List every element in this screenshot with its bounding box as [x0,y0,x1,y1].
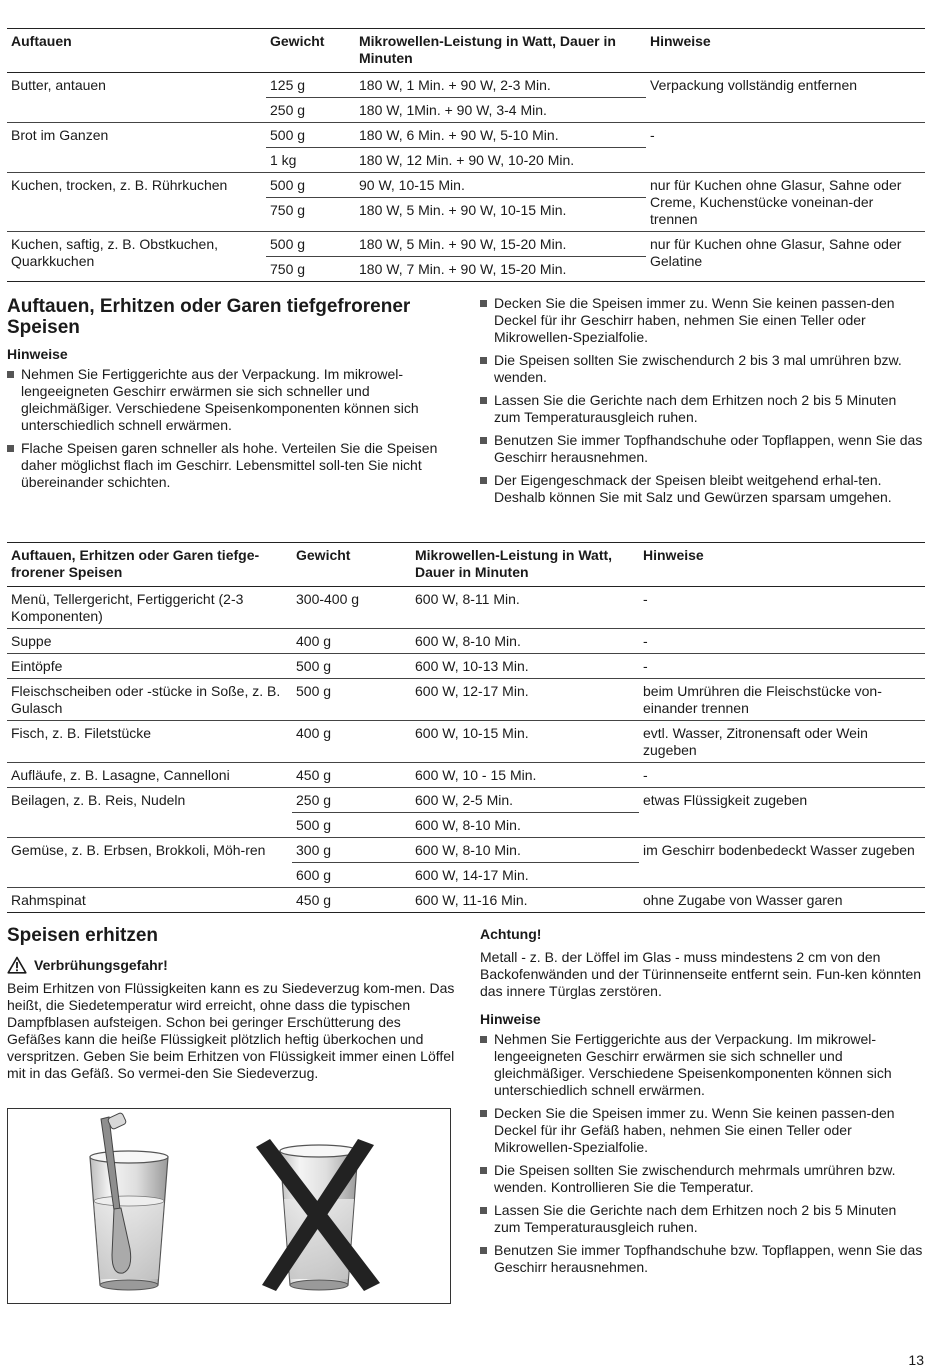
note-cell: evtl. Wasser, Zitronensaft oder Wein zugeben [643,725,868,758]
weight-cell: 450 g [296,767,332,783]
note-cell: nur für Kuchen ohne Glasur, Sahne oder Creme, Kuchenstücke voneinan-der trennen [650,177,902,227]
weight-setting-row [292,838,639,863]
hinweise-list-left [7,366,457,497]
food-item: Kuchen, trocken, z. B. Rührkuchen [11,177,228,193]
power-duration-cell: 600 W, 8-10 Min. [415,817,521,833]
header-cell: Auftauen, Erhitzen oder Garen tiefge-frorener Speisen [11,547,260,580]
weight-cell: 400 g [296,633,332,649]
food-item: Gemüse, z. B. Erbsen, Brokkoli, Möh-ren [11,842,266,858]
weight-setting-row [266,257,646,281]
header-cell: Gewicht [296,547,351,563]
weight-cell: 500 g [296,683,332,699]
table-row [7,763,925,788]
defrost-table [7,28,925,282]
weight-setting-row [266,148,646,172]
table-row [7,679,925,721]
power-duration-cell: 600 W, 8-10 Min. [415,842,521,858]
weight-setting-row [266,98,646,122]
square-bullet-icon [480,1110,487,1117]
hinweise-list [480,1031,926,1282]
hinweise-list-right [480,295,926,512]
weight-cell: 300 g [296,842,332,858]
note-cell: - [643,767,648,783]
header-cell: Auftauen [11,33,72,49]
list-item [480,1242,926,1276]
square-bullet-icon [480,300,487,307]
weight-cell: 750 g [270,202,306,218]
glass-illustration-icon [8,1109,450,1303]
power-duration-cell: 600 W, 12-17 Min. [415,683,529,699]
hinweise-heading: Hinweise [7,346,68,362]
list-item-text: Lassen Sie die Gerichte nach dem Erhitzen noch 2 bis 5 Minuten zum Temperaturausgleich ruhen. [494,392,897,425]
warning-label: Verbrühungsgefahr! [34,956,168,973]
weight-cell: 300-400 g [296,591,360,607]
power-duration-cell: 180 W, 5 Min. + 90 W, 10-15 Min. [359,202,567,218]
list-item-text: Nehmen Sie Fertiggerichte aus der Verpackung. Im mikrowel-lengeeigneten Geschirr erwärmen sie sich schneller und gleichmäßiger. Verschiedene Speisenkomponenten können sich unterschiedlich schnell erwärmen. [21,366,419,433]
weight-cell: 500 g [296,817,332,833]
power-duration-cell: 600 W, 10-13 Min. [415,658,529,674]
weight-setting-row [292,629,639,653]
food-item: Beilagen, z. B. Reis, Nudeln [11,792,186,808]
square-bullet-icon [480,1036,487,1043]
weight-cell: 125 g [270,77,306,93]
power-duration-cell: 600 W, 11-16 Min. [415,892,528,908]
table-row [7,654,925,679]
weight-cell: 600 g [296,867,332,883]
frozen-food-table [7,542,925,913]
note-cell: - [643,633,648,649]
list-item [480,472,926,506]
weight-cell: 400 g [296,725,332,741]
section-title: Auftauen, Erhitzen oder Garen tiefgefrorener Speisen [7,296,411,338]
food-item: Kuchen, saftig, z. B. Obstkuchen, Quarkkuchen [11,236,218,269]
note-cell: etwas Flüssigkeit zugeben [643,792,808,808]
note-cell: - [643,591,648,607]
square-bullet-icon [480,1247,487,1254]
power-duration-cell: 600 W, 10-15 Min. [415,725,529,741]
table-row [7,788,925,838]
food-item: Butter, antauen [11,77,106,93]
note-cell: nur für Kuchen ohne Glasur, Sahne oder Gelatine [650,236,902,269]
power-duration-cell: 600 W, 8-11 Min. [415,591,520,607]
list-item-text: Benutzen Sie immer Topfhandschuhe oder Topflappen, wenn Sie das Geschirr herausnehmen. [494,432,923,465]
weight-setting-row [266,198,646,222]
list-item [480,1105,926,1156]
note-cell: beim Umrühren die Fleischstücke von-einander trennen [643,683,882,716]
note-cell: Verpackung vollständig entfernen [650,77,858,93]
power-duration-cell: 180 W, 1 Min. + 90 W, 2-3 Min. [359,77,551,93]
weight-setting-row [292,763,639,787]
page-number: 13 [908,1352,924,1368]
weight-cell: 250 g [270,102,306,118]
power-duration-cell: 180 W, 1Min. + 90 W, 3-4 Min. [359,102,547,118]
power-duration-cell: 600 W, 8-10 Min. [415,633,521,649]
weight-setting-row [292,587,639,611]
weight-cell: 500 g [270,236,306,252]
weight-cell: 750 g [270,261,306,277]
table-row [7,73,925,123]
weight-cell: 500 g [270,177,306,193]
power-duration-cell: 600 W, 10 - 15 Min. [415,767,537,783]
weight-cell: 250 g [296,792,332,808]
list-item [480,352,926,386]
square-bullet-icon [7,445,14,452]
table-row [7,888,925,912]
square-bullet-icon [480,357,487,364]
food-item: Suppe [11,633,52,649]
weight-setting-row [266,232,646,257]
power-duration-cell: 90 W, 10-15 Min. [359,177,465,193]
weight-setting-row [292,788,639,813]
power-duration-cell: 180 W, 5 Min. + 90 W, 15-20 Min. [359,236,567,252]
weight-setting-row [292,721,639,745]
weight-cell: 450 g [296,892,332,908]
weight-cell: 1 kg [270,152,297,168]
food-item: Fisch, z. B. Filetstücke [11,725,152,741]
list-item [480,1162,926,1196]
warning-text: Beim Erhitzen von Flüssigkeiten kann es zu Siedeverzug kom-men. Das heißt, die Siedetemperatur wird erreicht, ohne dass die typischen Dampfblasen aufsteigen. Schon bei geringer Erschütterung des Gefäßes kann die heiße Flüssigkeit plötzlich heftig überkochen und verspritzen. Geben Sie beim Erhitzen von Flüssigkeit immer einen Löffel mit in das Gefäß. So vermei-den Sie Siedeverzug. [7,980,455,1081]
table-row [7,629,925,654]
list-item [480,295,926,346]
list-item [7,366,457,434]
square-bullet-icon [480,397,487,404]
header-cell: Mikrowellen-Leistung in Watt, Dauer in Minuten [359,33,616,66]
list-item [7,440,457,491]
weight-cell: 500 g [270,127,306,143]
power-duration-cell: 600 W, 2-5 Min. [415,792,514,808]
square-bullet-icon [480,477,487,484]
power-duration-cell: 600 W, 14-17 Min. [415,867,529,883]
power-duration-cell: 180 W, 12 Min. + 90 W, 10-20 Min. [359,152,575,168]
achtung-heading: Achtung! [480,926,542,942]
food-item: Rahmspinat [11,892,86,908]
list-item-text: Flache Speisen garen schneller als hohe. Verteilen Sie die Speisen daher möglichst flach im Geschirr. Lebensmittel soll-ten Sie nicht übereinander schichten. [21,440,438,490]
list-item-text: Die Speisen sollten Sie zwischendurch mehrmals umrühren bzw. wenden. Kontrollieren Sie die Temperatur. [494,1162,896,1195]
food-item: Brot im Ganzen [11,127,109,143]
list-item-text: Nehmen Sie Fertiggerichte aus der Verpackung. Im mikrowel-lengeeigneten Geschirr erwärmen sie sich schneller und gleichmäßiger. Verschiedene Speisenkomponenten können sich unterschiedlich schnell erwärmen. [494,1031,892,1098]
list-item-text: Decken Sie die Speisen immer zu. Wenn Sie keinen passen-den Deckel für ihr Geschirr haben, nehmen Sie einen Teller oder Mikrowellen-Spezialfolie. [494,295,895,345]
list-item-text: Der Eigengeschmack der Speisen bleibt weitgehend erhal-ten. Deshalb können Sie mit Salz und Gewürzen sparsam umgehen. [494,472,892,505]
weight-setting-row [292,679,639,703]
weight-setting-row [292,888,639,912]
list-item-text: Lassen Sie die Gerichte nach dem Erhitzen noch 2 bis 5 Minuten zum Temperaturausgleich ruhen. [494,1202,897,1235]
weight-setting-row [266,73,646,98]
spoon-in-glass-illustration [7,1108,451,1304]
square-bullet-icon [7,371,14,378]
food-item: Fleischscheiben oder -stücke in Soße, z. B. Gulasch [11,683,281,716]
note-cell: ohne Zugabe von Wasser garen [643,892,843,908]
food-item: Eintöpfe [11,658,63,674]
list-item-text: Benutzen Sie immer Topfhandschuhe bzw. Topflappen, wenn Sie das Geschirr herausnehmen. [494,1242,923,1275]
achtung-text: Metall - z. B. der Löffel im Glas - muss mindestens 2 cm von den Backofenwänden und der Türinnenseite entfernt sein. Fun-ken könnten das innere Türglas zerstören. [480,949,922,999]
list-item [480,392,926,426]
hinweise-heading: Hinweise [480,1011,541,1027]
list-item-text: Die Speisen sollten Sie zwischendurch 2 bis 3 mal umrühren bzw. wenden. [494,352,902,385]
section-title: Speisen erhitzen [7,925,158,946]
weight-setting-row [292,813,639,837]
table-row [7,232,925,281]
list-item-text: Decken Sie die Speisen immer zu. Wenn Sie keinen passen-den Deckel für ihr Gefäß haben, nehmen Sie einen Teller oder Mikrowellen-Spezialfolie. [494,1105,895,1155]
weight-setting-row [292,654,639,678]
warning-heading [7,956,168,974]
note-cell: - [643,658,648,674]
note-cell: - [650,127,655,143]
weight-cell: 500 g [296,658,332,674]
table-row [7,721,925,763]
square-bullet-icon [480,1207,487,1214]
food-item: Aufläufe, z. B. Lasagne, Cannelloni [11,767,230,783]
table-row [7,838,925,888]
table-row [7,123,925,173]
square-bullet-icon [480,1167,487,1174]
weight-setting-row [292,863,639,887]
table-row [7,587,925,629]
square-bullet-icon [480,437,487,444]
list-item [480,432,926,466]
power-duration-cell: 180 W, 7 Min. + 90 W, 15-20 Min. [359,261,567,277]
list-item [480,1202,926,1236]
table-header [7,29,925,73]
food-item: Menü, Tellergericht, Fertiggericht (2-3 Komponenten) [11,591,244,624]
warning-triangle-icon [7,956,27,974]
table-header [7,543,925,587]
note-cell: im Geschirr bodenbedeckt Wasser zugeben [643,842,915,858]
weight-setting-row [266,173,646,198]
header-cell: Hinweise [650,33,711,49]
header-cell: Gewicht [270,33,325,49]
list-item [480,1031,926,1099]
table-row [7,173,925,232]
power-duration-cell: 180 W, 6 Min. + 90 W, 5-10 Min. [359,127,559,143]
header-cell: Hinweise [643,547,704,563]
header-cell: Mikrowellen-Leistung in Watt, Dauer in Minuten [415,547,613,580]
weight-setting-row [266,123,646,148]
